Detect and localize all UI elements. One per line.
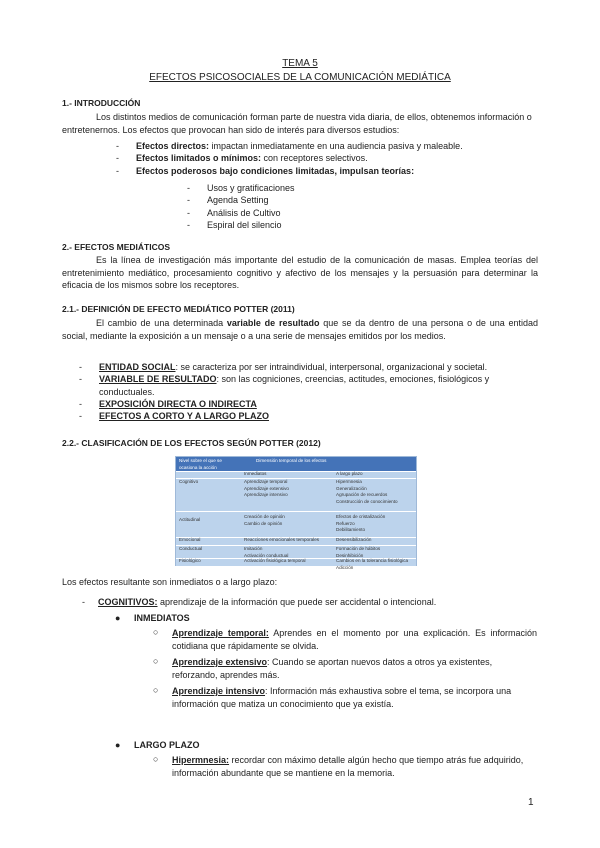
list-item: - Agenda Setting <box>187 195 269 206</box>
section-2-heading: 2.- EFECTOS MEDIÁTICOS <box>62 242 170 252</box>
lp-item: Hipermnesia: recordar con máximo detalle algún hecho que tiempo atrás fue adquirido, información abundante que se mantiene en la memoria. <box>172 755 524 778</box>
table-cell: Cognitivo <box>179 479 199 484</box>
definition-list <box>79 361 539 422</box>
list-item: - Efectos directos: impactan inmediatamente en una audiencia pasiva y maleable. <box>116 141 463 151</box>
table-header-cell: Nivel sobre el que se ocasiona la acción <box>179 458 222 470</box>
list-item: - Análisis de Cultivo <box>187 207 281 218</box>
circle-bullet-icon: ○ <box>153 754 159 764</box>
table-cell: Creación de opinión Cambio de opinión <box>244 514 285 526</box>
table-cell: Activación fisiológica temporal <box>244 558 306 563</box>
theories-list <box>187 182 507 231</box>
bullet-icon: ● <box>115 740 121 750</box>
table-row <box>176 471 416 478</box>
section-2-1-paragraph: El cambio de una determinada variable de resultado que se da dentro de una persona o de una entidad social, mediante la exposición a un mensaje o a una serie de mensajes emitidos por los medios. <box>62 318 538 341</box>
circle-bullet-icon: ○ <box>153 685 159 695</box>
effects-intro: Los efectos resultante son inmediatos o a largo plazo: <box>62 577 278 587</box>
table-cell: Actitudinal <box>179 517 201 522</box>
table-cell: Fisiológico <box>179 558 201 563</box>
table-row <box>176 558 416 570</box>
list-item: - Usos y gratificaciones <box>187 183 295 193</box>
doc-title: TEMA 5 <box>282 58 318 69</box>
doc-subtitle: EFECTOS PSICOSOCIALES DE LA COMUNICACIÓN MEDIÁTICA <box>149 72 451 83</box>
table-cell: Emocional <box>179 537 201 542</box>
list-item: - EXPOSICIÓN DIRECTA O INDIRECTA <box>79 398 257 409</box>
table-cell: Reacciones emocionales temporales <box>244 537 320 542</box>
table-row <box>176 511 416 537</box>
list-item: - ENTIDAD SOCIAL: se caracteriza por ser intraindividual, interpersonal, organizacional y societal. <box>79 362 488 372</box>
inm-item: Aprendizaje temporal: Aprendes en el momento por una explicación. Es información cotidiana que rápidamente se olvida. <box>172 628 537 651</box>
circle-bullet-icon: ○ <box>153 627 159 637</box>
table-cell: Conductual <box>179 546 203 551</box>
table-cell: Formación de hábitos Desinhibición <box>336 546 381 558</box>
list-item: - VARIABLE DE RESULTADO: son las cogniciones, creencias, actitudes, emociones, fisiológicos y conductuales. <box>79 374 490 397</box>
section-1-heading: 1.- INTRODUCCIÓN <box>62 98 141 108</box>
effects-table <box>175 456 417 570</box>
table-cell: Desensibilización <box>336 537 372 542</box>
list-item: - Espiral del silencio <box>187 219 282 230</box>
table-row <box>176 545 416 559</box>
section-1-list <box>116 140 536 177</box>
table-cell: Imitación Activación conductual <box>244 546 289 558</box>
list-item: - Efectos limitados o mínimos: con receptores selectivos. <box>116 153 368 164</box>
list-item: - Efectos poderosos bajo condiciones limitadas, impulsan teorías: <box>116 165 415 176</box>
list-item: - EFECTOS A CORTO Y A LARGO PLAZO <box>79 411 270 422</box>
bullet-icon: ● <box>115 613 121 623</box>
table-cell: Aprendizaje temporal Aprendizaje extensivo Aprendizaje intensivo <box>244 479 289 497</box>
immediate-label: INMEDIATOS <box>134 613 190 623</box>
table-row <box>176 537 416 545</box>
table-header-row <box>176 457 416 471</box>
page-number: 1 <box>528 797 534 808</box>
section-2-2-heading: 2.2.- CLASIFICACIÓN DE LOS EFECTOS SEGÚN POTTER (2012) <box>62 438 321 448</box>
dash-bullet: - <box>82 597 85 607</box>
table-cell: Hipermnesia Generalización Agrupación de recuerdos Construcción de conocimiento <box>336 479 398 504</box>
section-1-paragraph: Los distintos medios de comunicación forman parte de nuestra vida diaria, de ellos, obtenemos información o entretenernos. Los efectos que provocan han sido de interés para diversos estudios: <box>62 112 532 135</box>
table-header-cell: Dimensión temporal de los efectos <box>256 458 327 463</box>
section-2-1-heading: 2.1.- DEFINICIÓN DE EFECTO MEDIÁTICO POTTER (2011) <box>62 304 295 314</box>
circle-bullet-icon: ○ <box>153 656 159 666</box>
table-row <box>176 478 416 511</box>
cognitive-item: COGNITIVOS: aprendizaje de la información que puede ser accidental o intencional. <box>98 597 437 607</box>
inm-item: Aprendizaje extensivo: Cuando se aportan nuevos datos a otros ya existentes, reforzando, aprendes más. <box>172 657 493 680</box>
table-cell: A largo plazo <box>336 471 363 476</box>
inm-item: Aprendizaje intensivo: Información más exhaustiva sobre el tema, se incorpora una información que matiza un conocimiento que ya existía. <box>172 686 512 709</box>
table-cell: Efectos de cristalización Refuerzo Debilitamiento <box>336 514 386 532</box>
section-2-paragraph: Es la línea de investigación más importante del estudio de la comunicación de masas. Emplea teorías del entretenimiento mediático, procesamiento cognitivo y afectivo de los mensajes y la persuasión para determinar la eficacia de los mismos sobre los receptores. <box>62 255 538 290</box>
long-term-label: LARGO PLAZO <box>134 740 200 750</box>
table-cell: Inmediatos <box>244 471 267 476</box>
table-cell: Cambios en la tolerancia fisiológica Adicción <box>336 558 409 570</box>
